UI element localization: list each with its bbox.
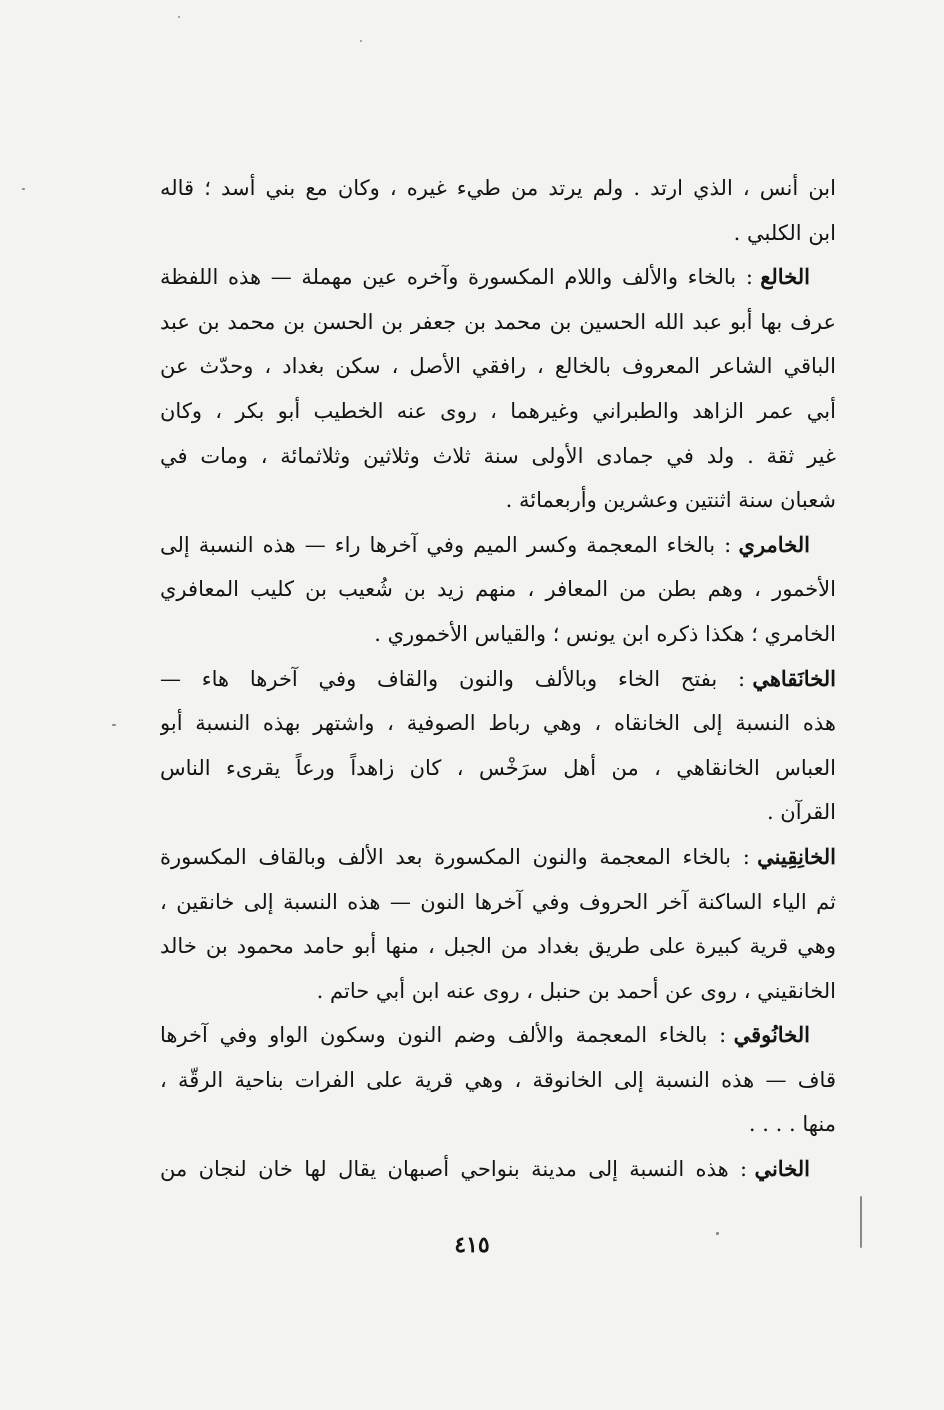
entry-text: : بالخاء والألف واللام المكسورة وآخره عين مهملة — هذه اللفظة [160,265,753,290]
entry-first-line [160,835,836,880]
text-line: عرف بها أبو عبد الله الحسين بن محمد بن جعفر بن الحسن بن محمد بن عبد [160,309,836,334]
scan-speck [860,1196,862,1248]
entry-headword: الخاني [754,1156,810,1182]
text-line: ابن الكلبي . [733,220,836,245]
page-number: ٤١٥ [454,1232,490,1258]
scan-speck [112,724,116,726]
text-line: شعبان سنة اثنتين وعشرين وأربعمائة . [505,488,836,513]
scan-speck [360,40,362,42]
scan-speck [178,16,180,18]
entry-first-line [160,1013,836,1058]
entry-first-line [160,657,836,702]
entry-headword: الخانَقاهي [752,665,836,691]
entry-text: : بالخاء المعجمة والنون المكسورة بعد الألف وبالقاف المكسورة [160,844,750,869]
text-line: هذه النسبة إلى الخانقاه ، وهي رباط الصوفية ، واشتهر بهذه النسبة أبو [160,711,836,736]
entry-text: : بفتح الخاء وبالألف والنون والقاف وفي آخرها هاء — [160,666,746,691]
text-line: ابن أنس ، الذي ارتد . ولم يرتد من طيء غيره ، وكان مع بني أسد ؛ قاله [160,176,836,200]
text-line: قاف — هذه النسبة إلى الخانوقة ، وهي قرية على الفرات بناحية الرقّة ، [160,1067,836,1092]
entry-headword: الخانُوقي [733,1022,810,1048]
text-line: القرآن . [766,800,836,825]
text-line: وهي قرية كبيرة على طريق بغداد من الجبل ، منها أبو حامد محمود بن خالد [160,934,836,959]
entry-text: : بالخاء المعجمة وكسر الميم وفي آخرها راء — هذه النسبة إلى [160,532,732,557]
text-line: الخامري ؛ هكذا ذكره ابن يونس ؛ والقياس الأخموري . [374,621,836,646]
text-line: ثم الياء الساكنة آخر الحروف وفي آخرها النون — هذه النسبة إلى خانقين ، [160,889,836,914]
text-line: العباس الخانقاهي ، من أهل سرَخْس ، كان زاهداً ورعاً يقرىء الناس [160,755,836,780]
entry-first-line [160,255,836,300]
text-line: الباقي الشاعر المعروف بالخالع ، رافقي الأصل ، سكن بغداد ، وحدّث عن [160,354,836,379]
entry-text: : هذه النسبة إلى مدينة بنواحي أصبهان يقال لها خان لنجان من [160,1157,748,1182]
scan-speck [22,188,25,190]
page-text-body [160,166,836,1192]
entry-headword: الخانِقِيني [757,843,836,869]
entry-first-line [160,523,836,568]
entry-text: : بالخاء المعجمة والألف وضم النون وسكون الواو وفي آخرها [160,1023,727,1048]
entry-headword: الخامري [738,531,810,557]
scan-speck [716,1232,719,1235]
text-line: منها . . . . [748,1112,836,1137]
text-line: أبي عمر الزاهد والطبراني وغيرهما ، روى عنه الخطيب أبو بكر ، وكان [160,398,836,423]
text-line: الأخمور ، وهم بطن من المعافر ، منهم زيد بن شُعيب بن كليب المعافري [160,577,836,602]
entry-headword: الخالع [760,264,810,290]
text-line: الخانقيني ، روى عن أحمد بن حنبل ، روى عنه ابن أبي حاتم . [316,978,836,1003]
text-line: غير ثقة . ولد في جمادى الأولى سنة ثلاث وثلاثين وثلاثمائة ، ومات في [160,443,836,468]
entry-first-line [160,1147,836,1192]
